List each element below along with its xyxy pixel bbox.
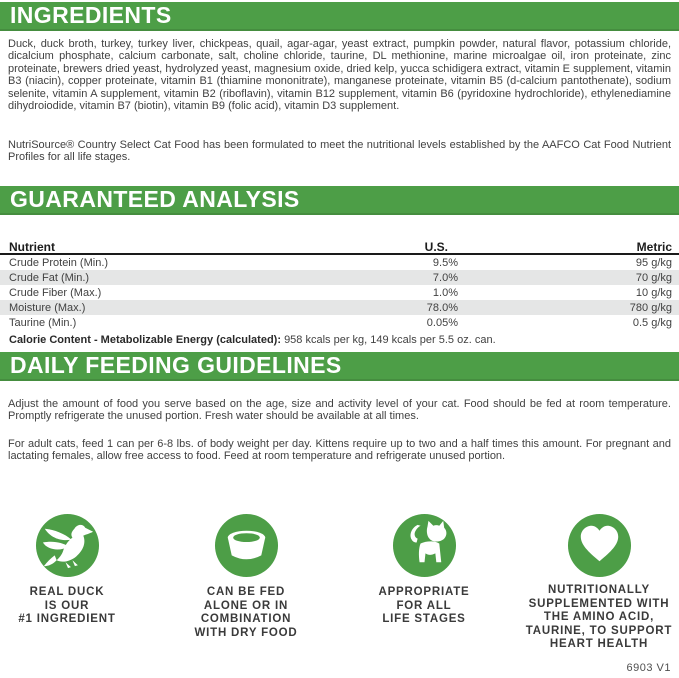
nutrient-us-value: 0.05% bbox=[426, 316, 458, 329]
heart-icon bbox=[567, 513, 632, 578]
feeding-paragraph-1: Adjust the amount of food you serve based on the age, size and activity level of your cat. Food should be fed at room temperature. Promptly refrigerate the unused portion. Fresh water should be available at all times. bbox=[8, 398, 671, 423]
feeding-guidelines-section-bar bbox=[0, 352, 679, 381]
nutrient-us-value: 78.0% bbox=[426, 301, 458, 314]
calorie-content-value: 958 kcals per kg, 149 kcals per 5.5 oz. can. bbox=[284, 334, 496, 346]
badge-label: NUTRITIONALLY SUPPLEMENTED WITH THE AMINO ACID, TAURINE, TO SUPPORT HEART HEALTH bbox=[525, 584, 673, 650]
duck-icon bbox=[35, 513, 100, 578]
calorie-content-label: Calorie Content - Metabolizable Energy (calculated): bbox=[9, 334, 281, 346]
nutrient-us-value: 9.5% bbox=[432, 256, 458, 269]
table-row bbox=[0, 300, 679, 315]
column-header-metric: Metric bbox=[636, 239, 672, 254]
aafco-statement: NutriSource® Country Select Cat Food has been formulated to meet the nutritional levels established by the AAFCO Cat Food Nutrient Profiles for all life stages. bbox=[8, 139, 671, 164]
nutrient-us-value: 7.0% bbox=[432, 271, 458, 284]
column-header-nutrient: Nutrient bbox=[9, 239, 55, 254]
table-header-row bbox=[0, 240, 679, 255]
table-row bbox=[0, 285, 679, 300]
nutrient-name: Moisture (Max.) bbox=[9, 301, 86, 314]
nutrient-metric-value: 780 g/kg bbox=[629, 301, 672, 314]
badge-taurine-heart-health bbox=[503, 513, 679, 652]
bowl-icon bbox=[214, 513, 279, 578]
table-row bbox=[0, 270, 679, 285]
ingredients-section-bar bbox=[0, 2, 679, 31]
ingredients-text: Duck, duck broth, turkey, turkey liver, chickpeas, quail, agar-agar, yeast extract, pumpkin powder, natural flavor, potassium chloride, dicalcium phosphate, calcium carbonate, salt, choline chloride, taurine, DL methionine, marine microalgae oil, iron proteinate, zinc proteinate, brewers dried yeast, hydrolyzed yeast, magnesium oxide, dried kelp, yucca schidigera extract, vitamin E supplement, vitamin B3 (niacin), copper proteinate, vitamin B1 (thiamine mononitrate), manganese proteinate, vitamin B5 (d-calcium pantothenate), sodium selenite, vitamin A supplement, vitamin B2 (riboflavin), vitamin B12 supplement, vitamin B6 (pyridoxine hydrochloride), ethylenediamine dihydroiodide, vitamin B7 (biotin), vitamin B9 (folic acid), vitamin D3 supplement. bbox=[8, 38, 671, 113]
nutrient-metric-value: 70 g/kg bbox=[635, 271, 672, 284]
calorie-content-statement bbox=[9, 334, 672, 346]
table-row bbox=[0, 255, 679, 270]
nutrient-name: Crude Fiber (Max.) bbox=[9, 286, 102, 299]
badge-real-duck bbox=[6, 513, 128, 627]
feeding-guidelines-title: DAILY FEEDING GUIDELINES bbox=[10, 352, 342, 378]
badge-label: CAN BE FED ALONE OR IN COMBINATION WITH DRY FOOD bbox=[194, 586, 298, 639]
nutrient-metric-value: 95 g/kg bbox=[635, 256, 672, 269]
ingredients-title: INGREDIENTS bbox=[10, 2, 172, 28]
feeding-paragraph-2: For adult cats, feed 1 can per 6-8 lbs. of body weight per day. Kittens require up to two and a half times this amount. For pregnant and lactating females, allow free access to food. Feed at room temperature and refrigerate unused portion. bbox=[8, 438, 671, 463]
nutrient-name: Taurine (Min.) bbox=[9, 316, 77, 329]
nutrient-us-value: 1.0% bbox=[432, 286, 458, 299]
badge-label: APPROPRIATE FOR ALL LIFE STAGES bbox=[378, 586, 470, 625]
cat-icon bbox=[392, 513, 457, 578]
badge-feeding-combination bbox=[180, 513, 312, 640]
badge-life-stages bbox=[358, 513, 490, 627]
guaranteed-analysis-title: GUARANTEED ANALYSIS bbox=[10, 186, 300, 212]
badge-label: REAL DUCK IS OUR #1 INGREDIENT bbox=[18, 586, 116, 625]
guaranteed-analysis-section-bar bbox=[0, 186, 679, 215]
nutrient-name: Crude Fat (Min.) bbox=[9, 271, 90, 284]
version-code: 6903 V1 bbox=[626, 662, 671, 674]
guaranteed-analysis-table bbox=[0, 240, 679, 330]
nutrient-metric-value: 10 g/kg bbox=[635, 286, 672, 299]
table-row bbox=[0, 315, 679, 330]
nutrient-metric-value: 0.5 g/kg bbox=[632, 316, 672, 329]
column-header-us: U.S. bbox=[424, 239, 448, 254]
nutrient-name: Crude Protein (Min.) bbox=[9, 256, 109, 269]
